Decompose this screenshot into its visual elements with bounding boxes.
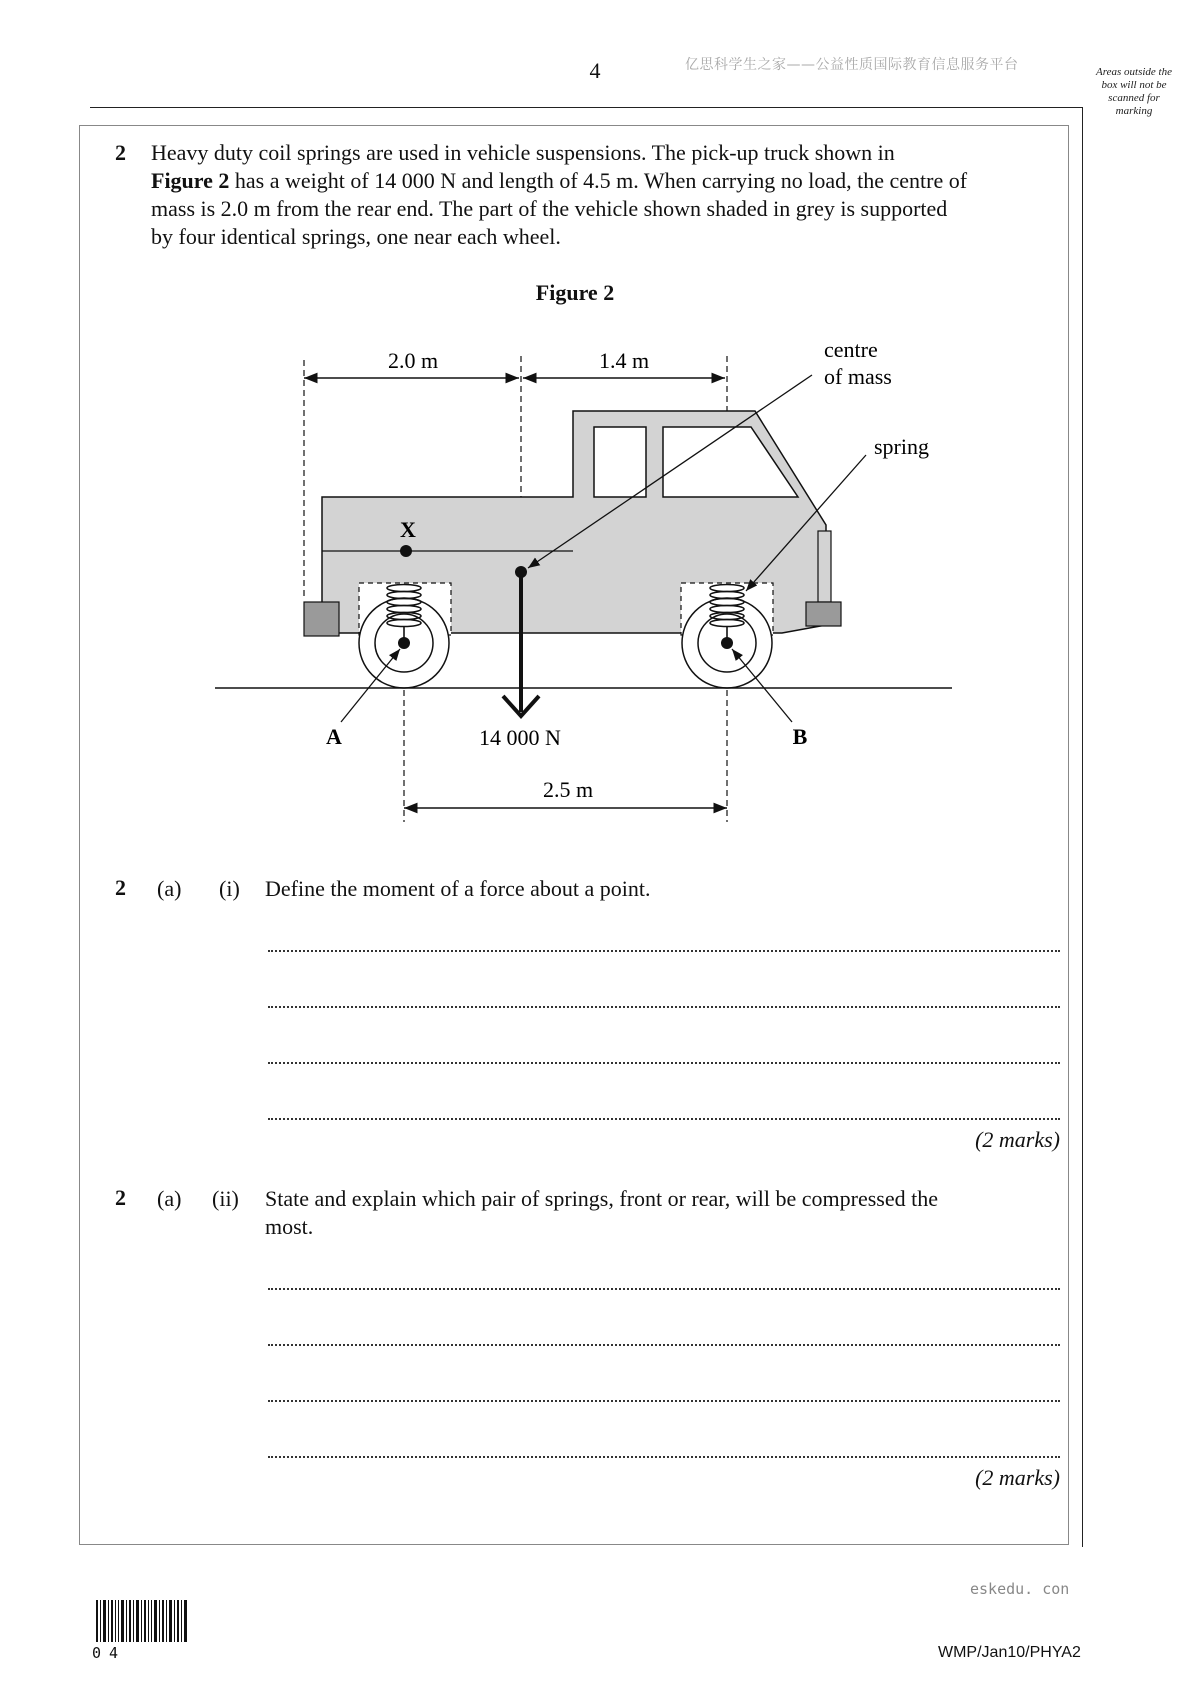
question-number: 2	[115, 140, 126, 165]
answer-line[interactable]	[268, 1062, 1060, 1064]
front-upright	[818, 531, 831, 602]
front-bumper	[806, 602, 841, 626]
dim-label-2-0: 2.0 m	[387, 348, 439, 373]
answer-line[interactable]	[268, 1400, 1060, 1402]
label-a: A	[326, 724, 342, 749]
part-a-i-sub: (i)	[219, 876, 240, 901]
label-centre-of-mass-2: of mass	[824, 364, 892, 389]
answer-line[interactable]	[268, 1288, 1060, 1290]
figure-reference: Figure 2	[151, 168, 230, 193]
answer-line[interactable]	[268, 1118, 1060, 1120]
barcode	[96, 1600, 188, 1642]
rear-bumper	[304, 602, 339, 636]
figure-title: Figure 2	[535, 280, 615, 305]
intro-line-3: mass is 2.0 m from the rear end. The part of the vehicle shown shaded in grey is supported	[151, 196, 948, 221]
part-a-ii-marks: (2 marks)	[975, 1465, 1060, 1490]
label-x: X	[400, 517, 416, 542]
part-a-i-marks: (2 marks)	[975, 1127, 1060, 1152]
label-centre-of-mass-1: centre	[824, 337, 878, 362]
part-a-ii-part: (a)	[157, 1186, 182, 1211]
dim-label-2-5: 2.5 m	[542, 777, 594, 802]
part-a-i-part: (a)	[157, 876, 182, 901]
page-code: 04	[92, 1644, 127, 1662]
intro-line-1: Heavy duty coil springs are used in vehicle suspensions. The pick-up truck shown in	[151, 140, 895, 165]
intro-line-2: Figure 2 has a weight of 14 000 N and length of 4.5 m. When carrying no load, the centre of	[151, 168, 968, 193]
part-a-ii-qnum: 2	[115, 1185, 126, 1210]
part-a-i-text: Define the moment of a force about a point.	[265, 876, 651, 901]
cab-window-rear	[594, 427, 646, 497]
part-a-ii-text: State and explain which pair of springs, front or rear, will be compressed the most.	[265, 1186, 938, 1239]
truck-diagram	[0, 0, 1190, 840]
part-a-i-qnum: 2	[115, 875, 126, 900]
answer-line[interactable]	[268, 1344, 1060, 1346]
answer-line[interactable]	[268, 1456, 1060, 1458]
intro-line-4: by four identical springs, one near each wheel.	[151, 224, 561, 249]
label-spring: spring	[874, 434, 929, 459]
paper-code: WMP/Jan10/PHYA2	[938, 1644, 1081, 1661]
answer-line[interactable]	[268, 1006, 1060, 1008]
weight-label: 14 000 N	[479, 725, 561, 750]
watermark: 亿思科学生之家——公益性质国际教育信息服务平台	[685, 57, 1019, 73]
dim-label-1-4: 1.4 m	[598, 348, 650, 373]
rear-axle-point-a	[398, 637, 410, 649]
footer-site: eskedu. con	[970, 1580, 1070, 1598]
front-axle-point-b	[721, 637, 733, 649]
answer-line[interactable]	[268, 950, 1060, 952]
margin-note: Areas outside the box will not be scanned for marking	[1096, 66, 1172, 117]
page-number: 4	[589, 58, 601, 83]
part-a-ii-sub: (ii)	[212, 1186, 239, 1211]
label-b: B	[792, 724, 808, 749]
point-x-marker	[400, 545, 412, 557]
